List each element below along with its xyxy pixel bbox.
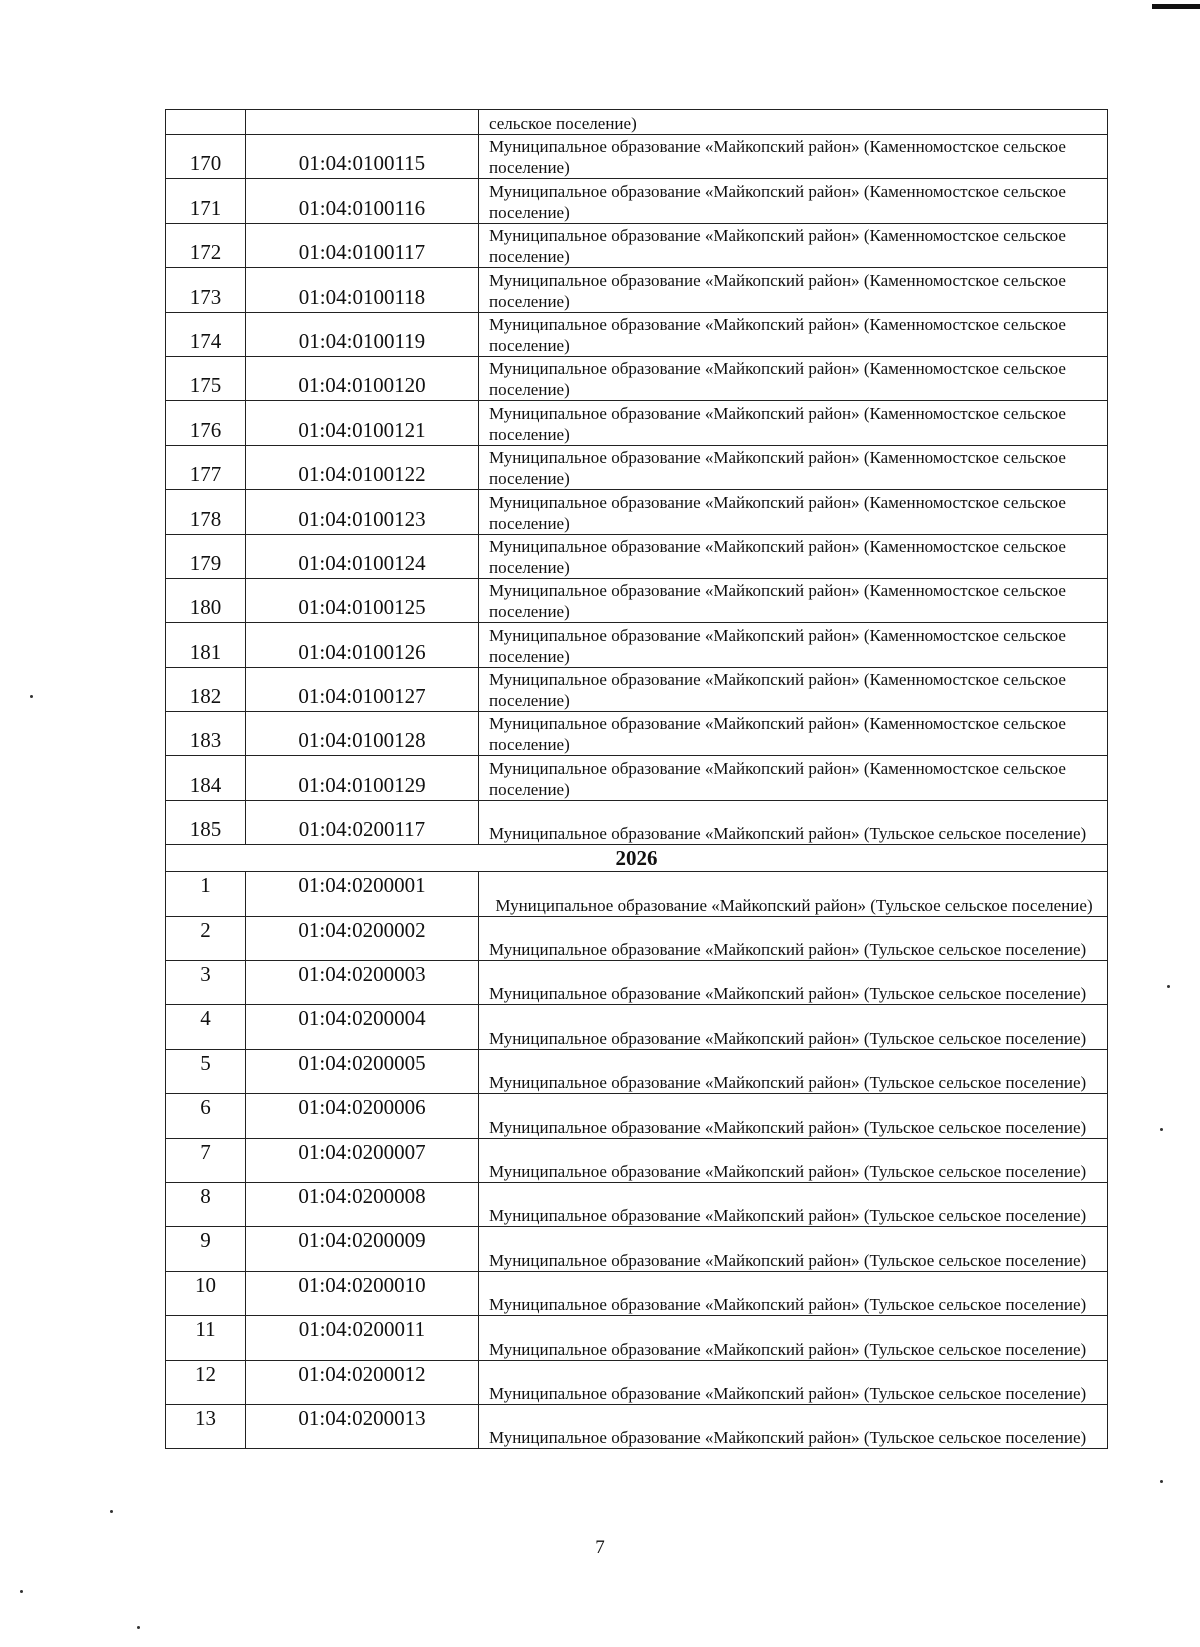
table-row	[166, 667, 1108, 711]
cell-description	[479, 1094, 1108, 1138]
cell-cadastral-code: 01:04:0100118	[246, 268, 479, 312]
cell-cadastral-code: 01:04:0100121	[246, 401, 479, 445]
description-text: Муниципальное образование «Майкопский район» (Каменномостское сельское поселение)	[489, 181, 1066, 222]
table-body	[166, 110, 1108, 1449]
scan-speck	[1160, 1128, 1163, 1131]
cell-description	[479, 1227, 1108, 1271]
cell-number: 9	[166, 1227, 246, 1271]
description-text: Муниципальное образование «Майкопский район» (Каменномостское сельское поселение)	[489, 758, 1066, 799]
cell-description	[479, 268, 1108, 312]
cell-number: 175	[166, 356, 246, 400]
description-text: Муниципальное образование «Майкопский район» (Тульское сельское поселение)	[489, 1295, 1087, 1315]
cell-cadastral-code: 01:04:0200005	[246, 1049, 479, 1093]
description-text: Муниципальное образование «Майкопский район» (Каменномостское сельское поселение)	[489, 314, 1066, 355]
description-text: Муниципальное образование «Майкопский район» (Тульское сельское поселение)	[495, 895, 1093, 915]
table-row	[166, 223, 1108, 267]
scan-speck	[1167, 985, 1170, 988]
description-text: Муниципальное образование «Майкопский район» (Тульское сельское поселение)	[489, 1073, 1087, 1093]
description-text: Муниципальное образование «Майкопский район» (Каменномостское сельское поселение)	[489, 670, 1066, 711]
cell-description	[479, 667, 1108, 711]
cell-cadastral-code: 01:04:0100123	[246, 490, 479, 534]
table-row	[166, 445, 1108, 489]
cell-number: 12	[166, 1360, 246, 1404]
cell-number: 183	[166, 712, 246, 756]
table-row	[166, 1094, 1108, 1138]
cell-number: 3	[166, 961, 246, 1005]
scan-speck	[137, 1626, 140, 1629]
cell-number: 172	[166, 223, 246, 267]
description-text: Муниципальное образование «Майкопский район» (Тульское сельское поселение)	[489, 984, 1087, 1004]
description-text: Муниципальное образование «Майкопский район» (Каменномостское сельское поселение)	[489, 359, 1066, 400]
year-heading-row	[166, 845, 1108, 872]
description-text: Муниципальное образование «Майкопский район» (Каменномостское сельское поселение)	[489, 226, 1066, 267]
table-row	[166, 490, 1108, 534]
table-row	[166, 268, 1108, 312]
cell-number: 184	[166, 756, 246, 800]
cell-description	[479, 223, 1108, 267]
table-row-continuation	[166, 110, 1108, 135]
cell-number: 182	[166, 667, 246, 711]
cell-description	[479, 312, 1108, 356]
table-row	[166, 1404, 1108, 1448]
cell-cadastral-code: 01:04:0100115	[246, 135, 479, 179]
cell-cadastral-code	[246, 110, 479, 135]
description-text: Муниципальное образование «Майкопский район» (Тульское сельское поселение)	[489, 1383, 1087, 1403]
cell-number: 7	[166, 1138, 246, 1182]
description-text: Муниципальное образование «Майкопский район» (Тульское сельское поселение)	[489, 940, 1087, 960]
table-row	[166, 1005, 1108, 1049]
land-plots-table	[165, 109, 1108, 1449]
cell-cadastral-code: 01:04:0200013	[246, 1404, 479, 1448]
description-text: Муниципальное образование «Майкопский район» (Тульское сельское поселение)	[489, 1428, 1087, 1448]
cell-description	[479, 1316, 1108, 1360]
table-row	[166, 1316, 1108, 1360]
cell-cadastral-code: 01:04:0200002	[246, 916, 479, 960]
table-row	[166, 135, 1108, 179]
cell-cadastral-code: 01:04:0200012	[246, 1360, 479, 1404]
table-row	[166, 961, 1108, 1005]
table-row	[166, 1360, 1108, 1404]
table-row	[166, 623, 1108, 667]
cell-description	[479, 800, 1108, 844]
cell-description	[479, 401, 1108, 445]
cell-cadastral-code: 01:04:0200008	[246, 1182, 479, 1226]
cell-description	[479, 1049, 1108, 1093]
cell-cadastral-code: 01:04:0100128	[246, 712, 479, 756]
cell-number: 174	[166, 312, 246, 356]
scan-speck	[1160, 1480, 1163, 1483]
description-text: Муниципальное образование «Майкопский район» (Тульское сельское поселение)	[489, 1206, 1087, 1226]
cell-number: 6	[166, 1094, 246, 1138]
cell-description	[479, 1404, 1108, 1448]
description-text: Муниципальное образование «Майкопский район» (Тульское сельское поселение)	[489, 1161, 1087, 1181]
description-text: Муниципальное образование «Майкопский район» (Тульское сельское поселение)	[489, 1339, 1087, 1359]
cell-number: 181	[166, 623, 246, 667]
cell-number: 179	[166, 534, 246, 578]
description-text: Муниципальное образование «Майкопский район» (Каменномостское сельское поселение)	[489, 270, 1066, 311]
cell-number: 173	[166, 268, 246, 312]
description-text: Муниципальное образование «Майкопский район» (Каменномостское сельское поселение)	[489, 137, 1066, 178]
cell-cadastral-code: 01:04:0100125	[246, 578, 479, 622]
cell-cadastral-code: 01:04:0100122	[246, 445, 479, 489]
cell-number: 176	[166, 401, 246, 445]
cell-number: 13	[166, 1404, 246, 1448]
cell-description	[479, 872, 1108, 916]
cell-cadastral-code: 01:04:0200009	[246, 1227, 479, 1271]
cell-description	[479, 1271, 1108, 1315]
cell-number: 1	[166, 872, 246, 916]
cell-description	[479, 356, 1108, 400]
page-number: 7	[595, 1537, 605, 1558]
table-row	[166, 356, 1108, 400]
table-row	[166, 872, 1108, 916]
cell-description	[479, 756, 1108, 800]
cell-cadastral-code: 01:04:0200004	[246, 1005, 479, 1049]
cell-number: 180	[166, 578, 246, 622]
cell-number	[166, 110, 246, 135]
table-row	[166, 1138, 1108, 1182]
cell-cadastral-code: 01:04:0100129	[246, 756, 479, 800]
cell-description	[479, 1005, 1108, 1049]
cell-number: 10	[166, 1271, 246, 1315]
cell-number: 5	[166, 1049, 246, 1093]
cell-description	[479, 534, 1108, 578]
cell-cadastral-code: 01:04:0200006	[246, 1094, 479, 1138]
description-text: Муниципальное образование «Майкопский район» (Каменномостское сельское поселение)	[489, 536, 1066, 577]
table-row	[166, 1227, 1108, 1271]
description-text: Муниципальное образование «Майкопский район» (Каменномостское сельское поселение)	[489, 625, 1066, 666]
year-heading: 2026	[166, 845, 1108, 872]
table-row	[166, 916, 1108, 960]
cell-description	[479, 135, 1108, 179]
cell-number: 2	[166, 916, 246, 960]
scan-speck	[30, 695, 33, 698]
cell-number: 170	[166, 135, 246, 179]
cell-number: 171	[166, 179, 246, 223]
description-text: Муниципальное образование «Майкопский район» (Каменномостское сельское поселение)	[489, 448, 1066, 489]
cell-number: 185	[166, 800, 246, 844]
description-text: Муниципальное образование «Майкопский район» (Каменномостское сельское поселение)	[489, 714, 1066, 755]
table-row	[166, 401, 1108, 445]
cell-description	[479, 1360, 1108, 1404]
description-text: Муниципальное образование «Майкопский район» (Тульское сельское поселение)	[489, 1117, 1087, 1137]
cell-cadastral-code: 01:04:0100116	[246, 179, 479, 223]
cell-number: 177	[166, 445, 246, 489]
table-row	[166, 578, 1108, 622]
cell-number: 178	[166, 490, 246, 534]
description-text: Муниципальное образование «Майкопский район» (Тульское сельское поселение)	[489, 1028, 1087, 1048]
scan-speck	[110, 1510, 113, 1513]
cell-description	[479, 578, 1108, 622]
table-row	[166, 712, 1108, 756]
cell-cadastral-code: 01:04:0200003	[246, 961, 479, 1005]
cell-cadastral-code: 01:04:0200001	[246, 872, 479, 916]
description-text: Муниципальное образование «Майкопский район» (Тульское сельское поселение)	[489, 1250, 1087, 1270]
cell-description	[479, 445, 1108, 489]
table-row	[166, 179, 1108, 223]
table-row	[166, 800, 1108, 844]
cell-description	[479, 623, 1108, 667]
table-row	[166, 756, 1108, 800]
cell-description	[479, 961, 1108, 1005]
description-text: Муниципальное образование «Майкопский район» (Каменномостское сельское поселение)	[489, 403, 1066, 444]
table-row	[166, 534, 1108, 578]
cell-cadastral-code: 01:04:0100119	[246, 312, 479, 356]
scan-edge-mark	[1152, 4, 1200, 9]
table-row	[166, 312, 1108, 356]
cell-cadastral-code: 01:04:0200117	[246, 800, 479, 844]
cell-cadastral-code: 01:04:0200011	[246, 1316, 479, 1360]
cell-cadastral-code: 01:04:0100127	[246, 667, 479, 711]
table-row	[166, 1271, 1108, 1315]
cell-description	[479, 490, 1108, 534]
cell-description	[479, 1138, 1108, 1182]
cell-description	[479, 179, 1108, 223]
cell-description	[479, 1182, 1108, 1226]
description-text: Муниципальное образование «Майкопский район» (Тульское сельское поселение)	[489, 824, 1087, 844]
cell-cadastral-code: 01:04:0200010	[246, 1271, 479, 1315]
cell-cadastral-code: 01:04:0100126	[246, 623, 479, 667]
cell-cadastral-code: 01:04:0100117	[246, 223, 479, 267]
cell-number: 4	[166, 1005, 246, 1049]
cell-number: 11	[166, 1316, 246, 1360]
table-row	[166, 1182, 1108, 1226]
cell-description: сельское поселение)	[479, 110, 1108, 135]
table-row	[166, 1049, 1108, 1093]
scan-speck	[20, 1590, 23, 1593]
cell-cadastral-code: 01:04:0200007	[246, 1138, 479, 1182]
cell-cadastral-code: 01:04:0100120	[246, 356, 479, 400]
cell-number: 8	[166, 1182, 246, 1226]
cell-cadastral-code: 01:04:0100124	[246, 534, 479, 578]
cell-description	[479, 712, 1108, 756]
description-text: Муниципальное образование «Майкопский район» (Каменномостское сельское поселение)	[489, 581, 1066, 622]
description-text: Муниципальное образование «Майкопский район» (Каменномостское сельское поселение)	[489, 492, 1066, 533]
cell-description	[479, 916, 1108, 960]
